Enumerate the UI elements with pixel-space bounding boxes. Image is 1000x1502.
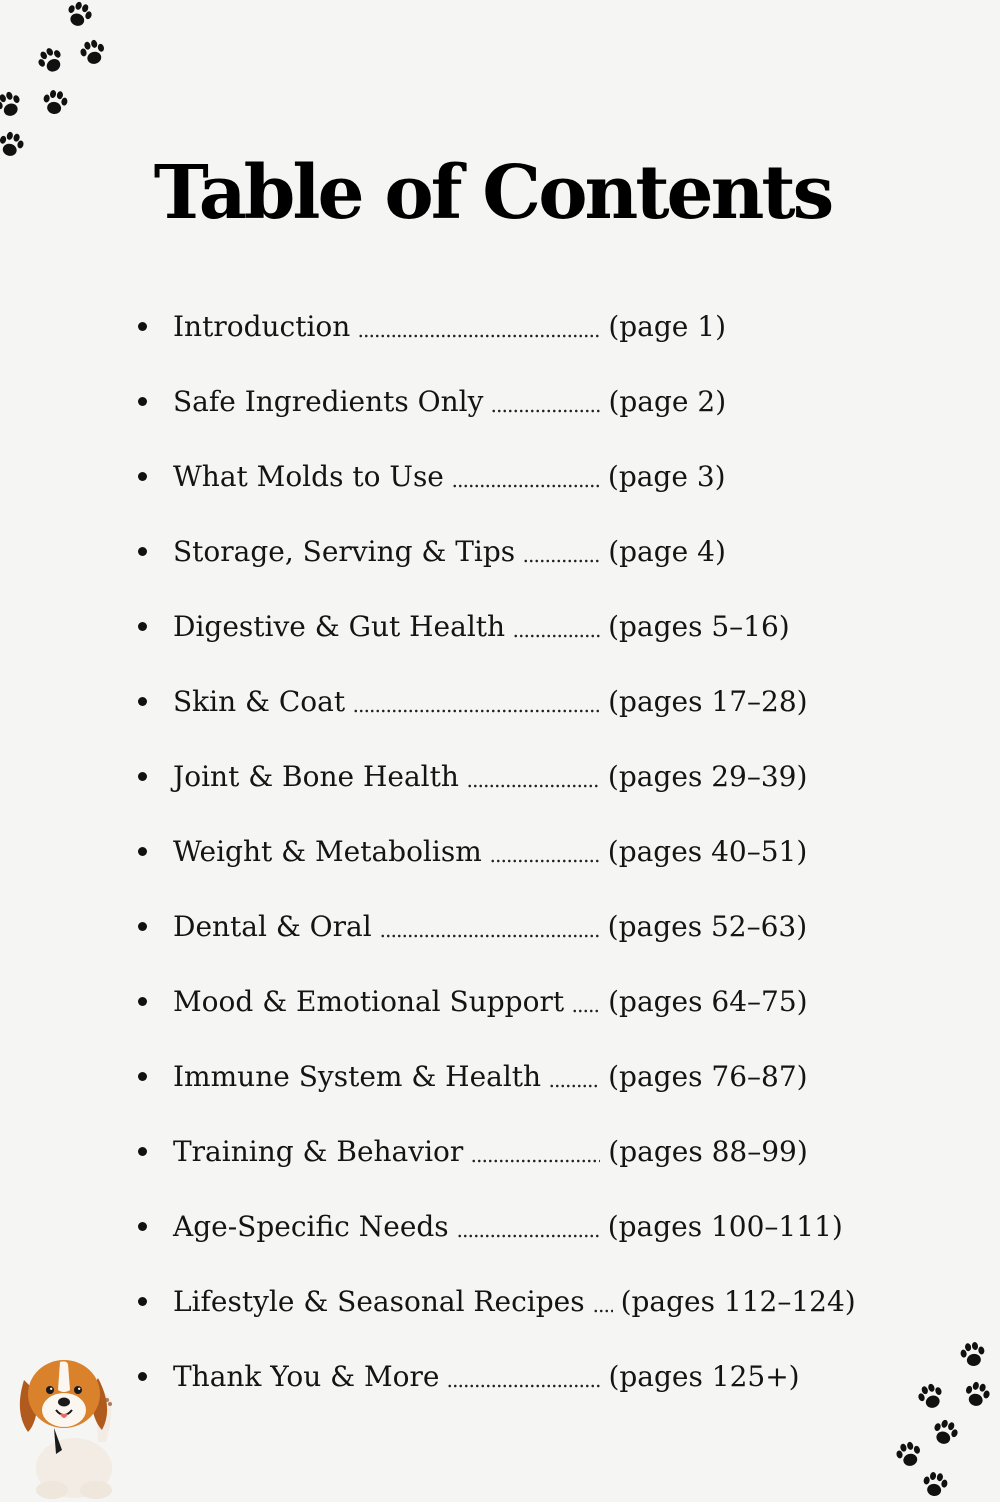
toc-entry-pages: (pages 40–51) xyxy=(607,834,808,868)
dot-leader xyxy=(513,606,600,646)
bullet-icon xyxy=(138,997,147,1006)
dot-leader xyxy=(358,306,600,346)
bullet-icon xyxy=(138,1072,147,1081)
paw-print-icon xyxy=(38,86,73,121)
toc-entry-age-specific xyxy=(138,1206,843,1246)
dot-leader xyxy=(491,381,600,421)
toc-entry-dental xyxy=(138,906,807,946)
bullet-icon xyxy=(138,397,147,406)
toc-entry-pages: (pages 5–16) xyxy=(608,609,790,643)
paw-print-icon xyxy=(956,1338,991,1373)
dot-leader xyxy=(467,756,600,796)
bullet-icon xyxy=(138,1297,147,1306)
bullet-icon xyxy=(138,472,147,481)
toc-entry-storage xyxy=(138,531,726,571)
bullet-icon xyxy=(138,322,147,331)
toc-entry-pages: (pages 100–111) xyxy=(607,1209,843,1243)
dot-leader xyxy=(471,1131,600,1171)
toc-entry-pages: (pages 76–87) xyxy=(608,1059,808,1093)
paw-print-icon xyxy=(918,1468,953,1502)
beagle-puppy-illustration xyxy=(14,1350,126,1500)
toc-entry-title: Training & Behavior xyxy=(173,1134,464,1168)
bullet-icon xyxy=(138,1222,147,1231)
toc-entry-pages: (page 4) xyxy=(608,534,726,568)
dot-leader xyxy=(447,1356,600,1396)
dot-leader xyxy=(490,831,600,871)
toc-entry-immune xyxy=(138,1056,808,1096)
toc-entry-digestive xyxy=(138,606,790,646)
toc-entry-introduction xyxy=(138,306,726,346)
bullet-icon xyxy=(138,922,147,931)
toc-entry-safe-ingredients xyxy=(138,381,726,421)
toc-entry-title: Immune System & Health xyxy=(173,1059,542,1093)
toc-entry-title: What Molds to Use xyxy=(173,459,444,493)
toc-entry-thank-you xyxy=(138,1356,800,1396)
toc-entry-title: Safe Ingredients Only xyxy=(173,384,484,418)
toc-entry-title: Digestive & Gut Health xyxy=(173,609,506,643)
toc-entry-title: Weight & Metabolism xyxy=(173,834,482,868)
toc-entry-joint-bone xyxy=(138,756,807,796)
toc-entry-skin-coat xyxy=(138,681,808,721)
toc-entry-pages: (page 1) xyxy=(608,309,727,343)
bullet-icon xyxy=(138,1147,147,1156)
bullet-icon xyxy=(138,697,147,706)
toc-entry-title: Joint & Bone Health xyxy=(173,759,459,793)
dot-leader xyxy=(380,906,600,946)
dot-leader xyxy=(452,456,600,496)
toc-entry-title: Lifestyle & Seasonal Recipes xyxy=(173,1284,585,1318)
toc-entry-weight xyxy=(138,831,807,871)
toc-entry-pages: (pages 17–28) xyxy=(608,684,808,718)
toc-entry-pages: (pages 125+) xyxy=(608,1359,800,1393)
toc-entry-pages: (pages 88–99) xyxy=(608,1134,808,1168)
dot-leader xyxy=(572,981,600,1021)
toc-entry-title: Storage, Serving & Tips xyxy=(173,534,516,568)
bullet-icon xyxy=(138,1372,147,1381)
toc-entry-mood xyxy=(138,981,808,1021)
toc-entry-title: Age-Specific Needs xyxy=(173,1209,449,1243)
toc-entry-training xyxy=(138,1131,808,1171)
toc-entry-pages: (pages 52–63) xyxy=(607,909,808,943)
page-title: Table of Contents xyxy=(153,150,832,236)
bullet-icon xyxy=(138,622,147,631)
dot-leader xyxy=(549,1056,600,1096)
toc-entry-title: Thank You & More xyxy=(173,1359,440,1393)
toc-entry-molds xyxy=(138,456,726,496)
dot-leader xyxy=(353,681,600,721)
toc-entry-lifestyle xyxy=(138,1281,856,1321)
toc-entry-title: Introduction xyxy=(173,309,351,343)
toc-entry-pages: (page 2) xyxy=(608,384,727,418)
toc-entry-title: Dental & Oral xyxy=(173,909,372,943)
dot-leader xyxy=(593,1281,613,1321)
dot-leader xyxy=(523,531,600,571)
toc-entry-pages: (pages 64–75) xyxy=(608,984,808,1018)
toc-entry-title: Mood & Emotional Support xyxy=(173,984,565,1018)
bullet-icon xyxy=(138,847,147,856)
bullet-icon xyxy=(138,772,147,781)
toc-entry-title: Skin & Coat xyxy=(173,684,346,718)
bullet-icon xyxy=(138,547,147,556)
toc-entry-pages: (page 3) xyxy=(607,459,726,493)
dot-leader xyxy=(457,1206,600,1246)
toc-entry-pages: (pages 29–39) xyxy=(607,759,808,793)
toc-entry-pages: (pages 112–124) xyxy=(620,1284,856,1318)
